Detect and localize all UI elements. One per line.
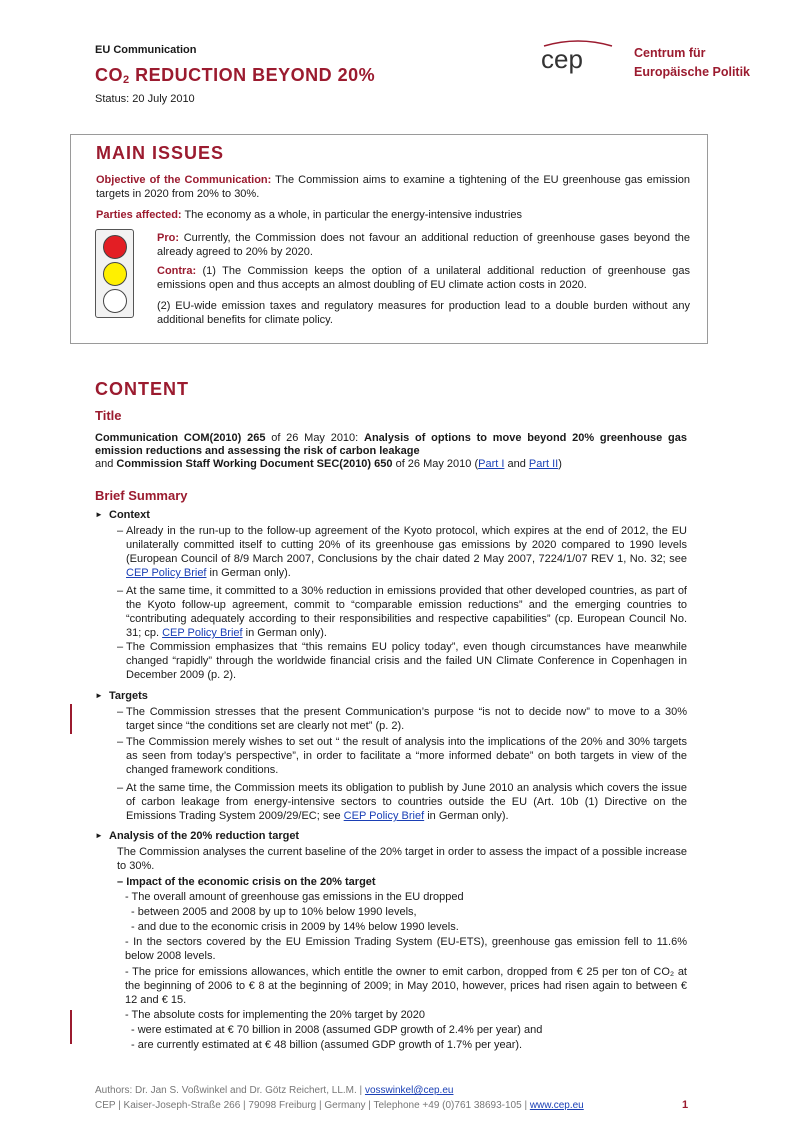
cep-logo (538, 40, 618, 78)
document-title: $CO_2$ REDUCTION BEYOND 20% (95, 65, 376, 86)
part-1-link[interactable]: Part I (478, 458, 505, 470)
main-issues-box (70, 134, 708, 344)
red-light-icon (103, 235, 127, 259)
targets-heading: ► Targets (95, 690, 148, 702)
footer-authors: Authors: Dr. Jan S. Voßwinkel and Dr. Götz Reichert, LL.M. | vosswinkel@cep.eu (95, 1085, 454, 1096)
white-light-icon (103, 289, 127, 313)
part-2-link[interactable]: Part II (528, 458, 559, 470)
list-item: - The overall amount of greenhouse gas emissions in the EU dropped (125, 891, 464, 903)
contra-second-paragraph: (2) EU-wide emission taxes and regulatory measures for production lead to a double burden without any additional benefits for climate policy. (157, 300, 690, 326)
pro-paragraph: Pro: Currently, the Commission does not favour an additional reduction of greenhouse gases beyond the already agreed to 20% by 2020. (157, 232, 690, 258)
content-heading: CONTENT (95, 379, 189, 399)
contra-paragraph: Contra: (1) The Commission keeps the option of a unilateral additional reduction of greenhouse gas emissions open and thus accepts an almost doubling of EU climate action costs in 2020. (157, 265, 690, 291)
list-item: - The price for emissions allowances, which entitle the owner to emit carbon, dropped from € 25 per ton of CO₂ at the beginning of 2006 to € 8 at the beginning of 2009; in May 2010, however, prices had risen again to between € 12 and € 15. (125, 966, 687, 1006)
list-item: – Already in the run-up to the follow-up agreement of the Kyoto protocol, which expires at the end of 2012, the EU unilaterally committed itself to cutting 20% of its greenhouse gas emissions by 2020 compared to 1990 levels (European Council of 8/9 March 2007, Conclusions by the chair dated 2 May 2007, 7224/1/07 REV 1, No. 32; see CEP Policy Brief in German only). (117, 525, 687, 579)
list-item: – At the same time, it committed to a 30% reduction in emissions provided that other developed countries, as part of the Kyoto follow-up agreement, commit to “comparable emission reductions” and the emerging countries to “contributing adequately according to their responsibilities and respective capabilities” (cp. European Council No. 31; cp. CEP Policy Brief in German only). (117, 585, 687, 639)
list-item: - In the sectors covered by the EU Emission Trading System (EU-ETS), greenhouse gas emission fell to 11.6% below 2008 levels. (125, 936, 687, 962)
list-item: – At the same time, the Commission meets its obligation to publish by June 2010 an analysis which covers the issue of carbon leakage from energy-intensive sectors to countries outside the EU (Art. 10b (1) Directive on the Emissions Trading System 2009/29/EC; see CEP Policy Brief in German only). (117, 782, 687, 822)
list-item: – The Commission merely wishes to set out “ the result of analysis into the implications of the 20% and 30% targets as seen from today’s perspective”, in order to facilitate a “more informed debate” on both targets in view of the changed framework conditions. (117, 736, 687, 776)
parties-paragraph: Parties affected: The economy as a whole, in particular the energy-intensive industries (96, 209, 522, 221)
margin-mark (70, 704, 72, 734)
main-issues-heading: MAIN ISSUES (96, 143, 225, 163)
organization-name: Centrum für Europäische Politik (634, 46, 751, 79)
objective-paragraph: Objective of the Communication: The Commission aims to examine a tightening of the EU greenhouse gas emission targets in 2020 from 20% to 30%. (96, 174, 690, 200)
triangle-bullet-icon: ► (95, 510, 103, 519)
document-status: Status: 20 July 2010 (95, 93, 195, 105)
email-link[interactable]: vosswinkel@cep.eu (364, 1085, 454, 1096)
triangle-bullet-icon: ► (95, 831, 103, 840)
list-item: - between 2005 and 2008 by up to 10% below 1990 levels, (131, 906, 417, 918)
website-link[interactable]: www.cep.eu (529, 1100, 584, 1111)
brief-summary-heading: Brief Summary (95, 488, 188, 503)
policy-brief-link[interactable]: CEP Policy Brief (126, 567, 207, 579)
title-subheading: Title (95, 408, 122, 423)
policy-brief-link[interactable]: CEP Policy Brief (162, 627, 243, 639)
list-item: – The Commission stresses that the present Communication’s purpose “is not to decide now” to move to a 30% target since “the conditions set are clearly not met” (p. 2). (117, 706, 687, 732)
traffic-light-icon (95, 229, 134, 318)
context-heading: ► Context (95, 509, 150, 521)
list-item: – The Commission emphasizes that “this remains EU policy today”, even though circumstances have meanwhile changed “rapidly” through the worldwide financial crisis and the failed UN Climate Conference in Copenhagen in December 2009 (p. 2). (117, 641, 687, 681)
document-type: EU Communication (95, 44, 197, 56)
yellow-light-icon (103, 262, 127, 286)
list-item: - were estimated at € 70 billion in 2008 (assumed GDP growth of 2.4% per year) and (131, 1024, 543, 1036)
analysis-heading: ► Analysis of the 20% reduction target (95, 830, 300, 842)
list-item: - and due to the economic crisis in 2009 by 14% below 1990 levels. (131, 921, 459, 933)
page-number: 1 (682, 1099, 689, 1111)
footer-address: CEP | Kaiser-Joseph-Straße 266 | 79098 Freiburg | Germany | Telephone +49 (0)761 38693-105 | www.cep.eu (95, 1100, 584, 1111)
impact-heading: – Impact of the economic crisis on the 20% target (117, 876, 376, 888)
svg-text:cep: cep (541, 44, 583, 74)
list-item: - The absolute costs for implementing the 20% target by 2020 (125, 1009, 426, 1021)
margin-mark (70, 1010, 72, 1044)
list-item: - are currently estimated at € 48 billion (assumed GDP growth of 1.7% per year). (131, 1039, 523, 1051)
policy-brief-link[interactable]: CEP Policy Brief (343, 810, 425, 822)
analysis-intro: The Commission analyses the current baseline of the 20% target in order to assess the impact of a possible increase to 30%. (117, 846, 687, 872)
triangle-bullet-icon: ► (95, 691, 103, 700)
title-block: Communication COM(2010) 265 of 26 May 2010: Analysis of options to move beyond 20% greenhouse gas emission reductions and assessing the risk of carbon leakage and Commission Staff Working Document SEC(2010) 650 of 26 May 2010 (Part I and Part II) (95, 432, 687, 470)
